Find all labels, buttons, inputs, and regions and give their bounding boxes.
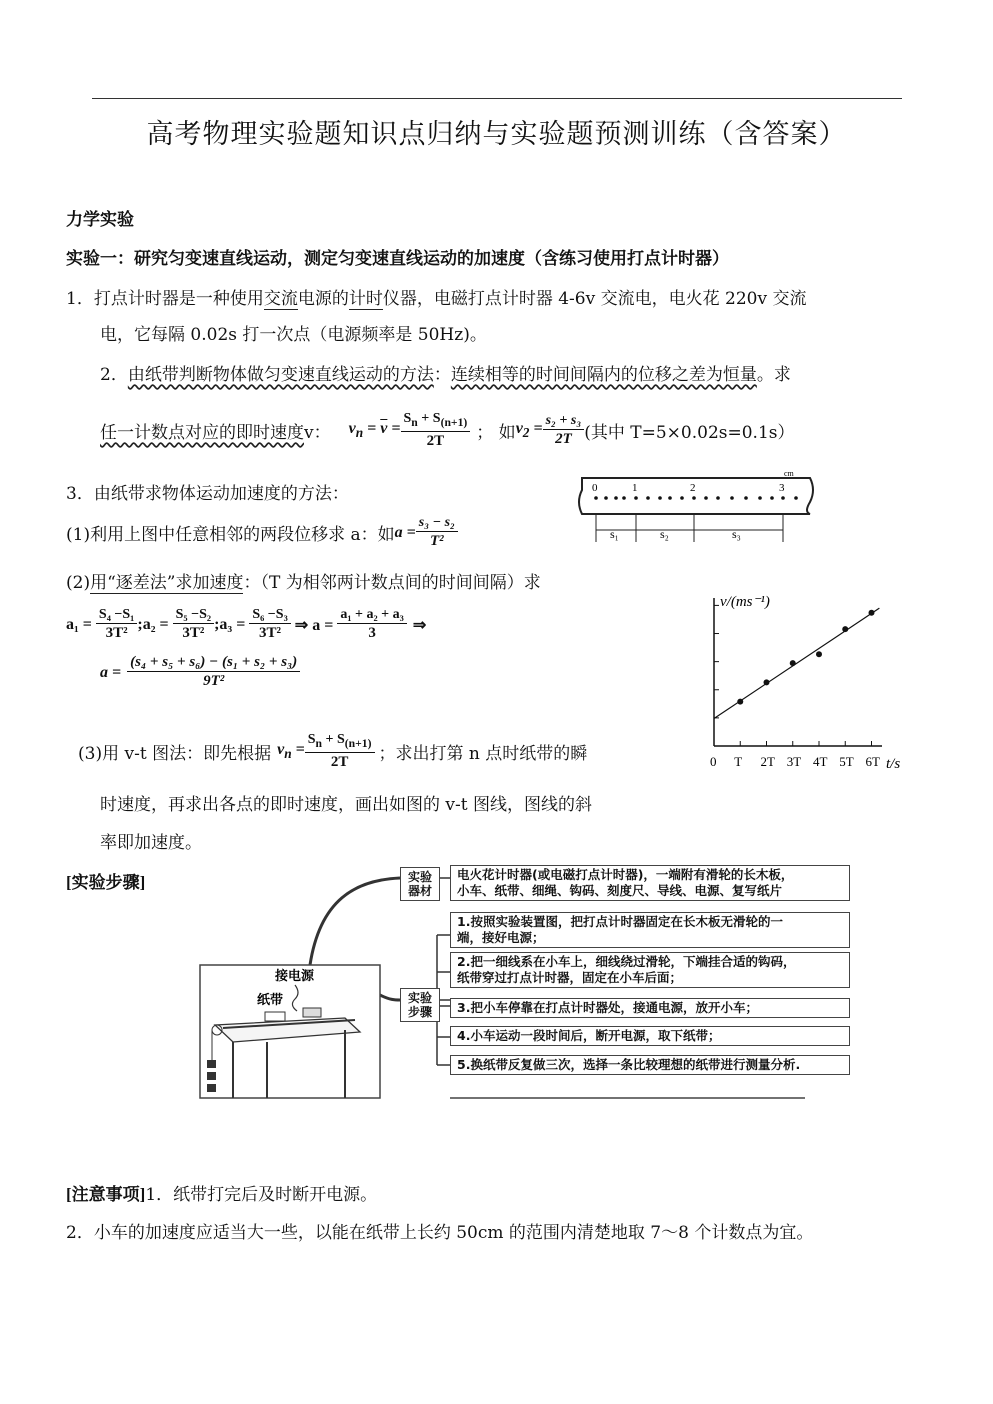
x-tick-label: 5T — [839, 754, 854, 769]
point-1: 1．打点计时器是一种使用交流电源的计时仪器，电磁打点计时器 4-6v 交流电，电火花 220v 交流 — [66, 289, 807, 309]
difference-formulas: a₁ = $\frac{\text{S₄ −S₁}}{\text{3T²}}$ ;a₂ = $\frac{\text{S₅ −S₂}}{\text{3T²}}$ ;a₃ = $\frac{\text{S₆ −S₃}}{\text{3T²}}$ ⇒ a = $\frac{\text{a₁ + a₂ + a₃}}{3}$ ⇒ — [66, 607, 427, 641]
weight — [207, 1060, 216, 1068]
point-2: 2．由纸带判断物体做匀变速直线运动的方法：连续相等的时间间隔内的位移之差为恒量。求 — [100, 365, 791, 385]
point-1-line2: 电，它每隔 0.02s 打一次点（电源频率是 50Hz)。 — [100, 325, 487, 345]
top-rule — [92, 98, 902, 99]
tag-steps: 实验 步骤 — [400, 988, 440, 1022]
tape-dots — [594, 496, 798, 500]
tape-dot — [716, 496, 720, 500]
tag-materials: 实验 器材 — [400, 867, 440, 901]
tape-outline — [579, 478, 813, 514]
tape-dot — [794, 496, 798, 500]
tape-dot — [704, 496, 708, 500]
data-point — [790, 660, 796, 666]
tape-unit: cm — [784, 469, 794, 478]
timer — [303, 1008, 321, 1017]
tape-seg-2: s₂ — [660, 527, 669, 541]
data-point — [816, 651, 822, 657]
tape-tick-1: 1 — [632, 482, 638, 494]
tape-dot — [692, 496, 696, 500]
y-axis-label: v/(ms⁻¹) — [720, 594, 770, 610]
tape-dot — [668, 496, 672, 500]
x-tick-label: 2T — [760, 754, 775, 769]
method-1-fraction: $\frac{\text{s₃ − s₂}}{\text{T²}}$ — [416, 514, 458, 551]
tape-tick-3: 3 — [779, 482, 785, 494]
criterion-underlined: 连续相等的时间间隔内的位移之差为恒量 — [450, 365, 757, 385]
tape-dot — [614, 496, 618, 500]
velocity-formula: $v_n = \overline{v}$ = — [348, 419, 401, 440]
branch-steps — [380, 995, 400, 1000]
tape-seg-1: s₁ — [610, 527, 619, 541]
tape-tick-2: 2 — [690, 482, 696, 494]
page-title: 高考物理实验题知识点归纳与实验题预测训练（含答案） — [146, 119, 847, 150]
tape-tick-0: 0 — [592, 482, 598, 494]
method-3-line2: 时速度，再求出各点的即时速度，画出如图的 v-t 图线，图线的斜 — [100, 795, 592, 815]
data-point — [869, 610, 875, 616]
experiment-heading: 实验一：研究匀变速直线运动，测定匀变速直线运动的加速度（含练习使用打点计时器） — [66, 249, 729, 269]
tape-dot — [604, 496, 608, 500]
label-tape: 纸带 — [257, 992, 284, 1007]
underline-ac: 交流 — [263, 289, 298, 309]
v-t-chart — [700, 588, 920, 778]
average-acceleration-formula: a = $\frac{\text{(s₄ + s₅ + s₆) − (s₁ + s₂ + s₃)}}{\text{9T²}}$ — [100, 654, 300, 691]
step-1: 1.按照实验装置图，把打点计时器固定在长木板无滑轮的一 端，接好电源； — [450, 912, 850, 948]
step-4: 4.小车运动一段时间后，断开电源，取下纸带； — [450, 1026, 850, 1046]
x-ticks — [710, 741, 880, 769]
tape-dot — [594, 496, 598, 500]
point-2-line2: 任一计数点对应的即时速度 v： $v_n = \overline{v}$ = $\frac{S_n + S_{(n+1)}}{2T}$ ； 如 $v_2$ = $\frac{\text{s₂ + s₃}}{2T}$ (其中 T=5×0.02s=0.1s） — [100, 411, 795, 449]
x-tick-label: 0 — [710, 754, 717, 769]
tape-dot — [758, 496, 762, 500]
x-tick-label: T — [734, 754, 743, 769]
x-tick-label: 6T — [865, 754, 880, 769]
data-point — [764, 679, 770, 685]
tape-dot — [646, 496, 650, 500]
v2-fraction: $\frac{\text{s₂ + s₃}}{2T}$ — [543, 412, 585, 449]
step-5: 5.换纸带反复做三次，选择一条比较理想的纸带进行测量分析. — [450, 1055, 850, 1075]
point-3: 3．由纸带求物体运动加速度的方法： — [66, 484, 349, 504]
method-2: (2)用“逐差法”求加速度：（T 为相邻两计数点间的时间间隔）求 — [66, 573, 541, 593]
x-tick-label: 4T — [813, 754, 828, 769]
branch-materials — [310, 878, 400, 965]
section-heading: 力学实验 — [66, 210, 134, 230]
label-power: 接电源 — [275, 968, 315, 983]
method-underlined: 由纸带判断物体做匀变速直线运动的方法 — [127, 365, 434, 385]
notes-line-2: 2．小车的加速度应适当大一些，以能在纸带上长约 50cm 的范围内清楚地取 7～8 个计数点为宜。 — [66, 1223, 814, 1243]
data-point — [737, 699, 743, 705]
cart — [265, 1012, 285, 1021]
tape-seg-3: s₃ — [732, 527, 741, 541]
tape-dot — [680, 496, 684, 500]
paper-tape-figure — [572, 468, 824, 548]
velocity-fraction: $\frac{S_n + S_{(n+1)}}{2T}$ — [401, 410, 471, 451]
x-tick-label: 3T — [786, 754, 802, 769]
method-3-line3: 率即加速度。 — [100, 833, 202, 853]
notes-line-1: [注意事项]1．纸带打完后及时断开电源。 — [66, 1185, 378, 1205]
step-2: 2.把一细线系在小车上，细线绕过滑轮，下端挂合适的钩码， 纸带穿过打点计时器，固定在小车后面； — [450, 952, 850, 988]
tape-dot — [634, 496, 638, 500]
data-point — [842, 626, 848, 632]
tape-dot — [770, 496, 774, 500]
tape-dot — [781, 496, 785, 500]
materials-box: 电火花计时器(或电磁打点计时器)，一端附有滑轮的长木板， 小车、纸带、细绳、钩码、刻度尺、导线、电源、复写纸片 — [450, 865, 850, 901]
x-axis-label: t/s — [886, 756, 901, 772]
tape-dot — [622, 496, 626, 500]
tape-dot — [730, 496, 734, 500]
steps-label: [实验步骤] — [66, 873, 146, 892]
step-3: 3.把小车停靠在打点计时器处，接通电源，放开小车； — [450, 998, 850, 1018]
tape-dot — [744, 496, 748, 500]
method-1: (1)利用上图中任意相邻的两段位移求 a：如 a = $\frac{\text{s₃ − s₂}}{\text{T²}}$ — [66, 514, 458, 551]
method-3: (3)用 v-t 图法：即先根据 $v_n$ = $\frac{S_n + S_{(n+1)}}{2T}$ ；求出打第 n 点时纸带的瞬 — [78, 732, 588, 770]
underline-timing: 计时 — [348, 289, 383, 309]
tape-dot — [658, 496, 662, 500]
